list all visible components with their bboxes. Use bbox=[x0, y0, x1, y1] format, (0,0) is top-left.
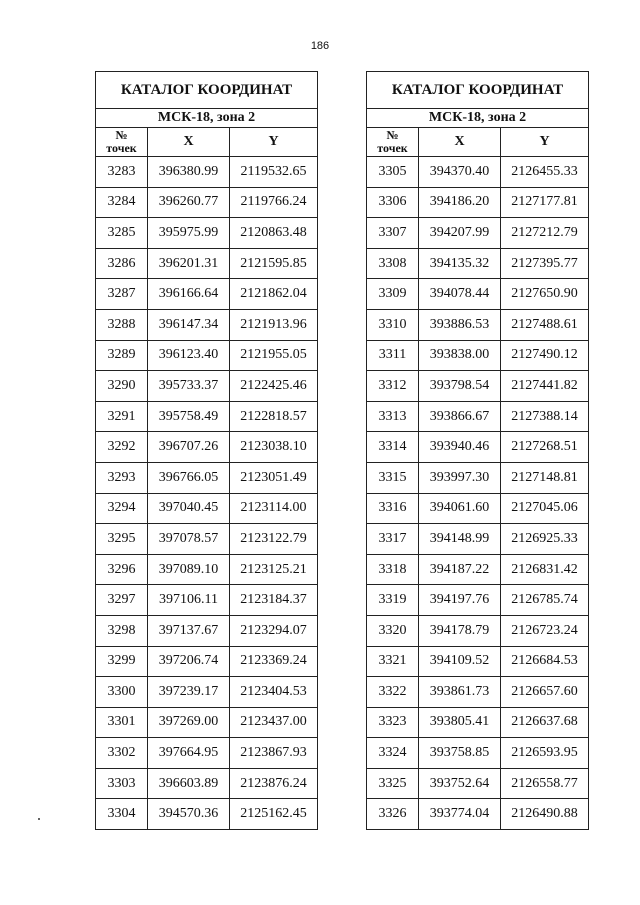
y-coordinate-cell: 2126455.33 bbox=[501, 157, 589, 188]
x-coordinate-cell: 396766.05 bbox=[148, 462, 230, 493]
y-coordinate-cell: 2127441.82 bbox=[501, 371, 589, 402]
point-number-cell: 3323 bbox=[367, 707, 419, 738]
point-number-cell: 3287 bbox=[96, 279, 148, 310]
y-coordinate-cell: 2123122.79 bbox=[230, 524, 318, 555]
y-coordinate-cell: 2123294.07 bbox=[230, 615, 318, 646]
table-row bbox=[96, 462, 318, 493]
table-row bbox=[96, 279, 318, 310]
table-row bbox=[367, 279, 589, 310]
point-number-cell: 3283 bbox=[96, 157, 148, 188]
table-row bbox=[96, 218, 318, 249]
x-coordinate-cell: 397137.67 bbox=[148, 615, 230, 646]
table-row bbox=[96, 432, 318, 463]
column-header-y: Y bbox=[230, 128, 318, 157]
x-coordinate-cell: 393940.46 bbox=[419, 432, 501, 463]
x-coordinate-cell: 397078.57 bbox=[148, 524, 230, 555]
column-header-x: X bbox=[148, 128, 230, 157]
y-coordinate-cell: 2123404.53 bbox=[230, 677, 318, 708]
table-row bbox=[96, 646, 318, 677]
x-coordinate-cell: 396380.99 bbox=[148, 157, 230, 188]
point-number-cell: 3308 bbox=[367, 248, 419, 279]
point-number-cell: 3320 bbox=[367, 615, 419, 646]
table-row bbox=[96, 615, 318, 646]
x-coordinate-cell: 396201.31 bbox=[148, 248, 230, 279]
point-number-cell: 3313 bbox=[367, 401, 419, 432]
table-row bbox=[367, 432, 589, 463]
y-coordinate-cell: 2123867.93 bbox=[230, 738, 318, 769]
y-coordinate-cell: 2127650.90 bbox=[501, 279, 589, 310]
table-row bbox=[367, 799, 589, 830]
x-coordinate-cell: 394570.36 bbox=[148, 799, 230, 830]
table-row bbox=[367, 401, 589, 432]
x-coordinate-cell: 393838.00 bbox=[419, 340, 501, 371]
point-number-cell: 3322 bbox=[367, 677, 419, 708]
x-coordinate-cell: 396603.89 bbox=[148, 768, 230, 799]
y-coordinate-cell: 2123051.49 bbox=[230, 462, 318, 493]
point-number-cell: 3304 bbox=[96, 799, 148, 830]
table-row bbox=[96, 340, 318, 371]
table-row bbox=[96, 493, 318, 524]
table-row bbox=[367, 768, 589, 799]
y-coordinate-cell: 2121595.85 bbox=[230, 248, 318, 279]
table-row bbox=[367, 309, 589, 340]
table-row bbox=[96, 524, 318, 555]
y-coordinate-cell: 2127212.79 bbox=[501, 218, 589, 249]
coordinate-catalog-table-1 bbox=[95, 71, 318, 830]
x-coordinate-cell: 395758.49 bbox=[148, 401, 230, 432]
point-number-cell: 3316 bbox=[367, 493, 419, 524]
table-row bbox=[96, 554, 318, 585]
x-coordinate-cell: 394187.22 bbox=[419, 554, 501, 585]
table-row bbox=[367, 646, 589, 677]
y-coordinate-cell: 2123125.21 bbox=[230, 554, 318, 585]
y-coordinate-cell: 2126785.74 bbox=[501, 585, 589, 616]
page-number: 186 bbox=[310, 40, 330, 52]
y-coordinate-cell: 2123369.24 bbox=[230, 646, 318, 677]
column-header-x: X bbox=[419, 128, 501, 157]
point-number-cell: 3286 bbox=[96, 248, 148, 279]
point-number-cell: 3307 bbox=[367, 218, 419, 249]
table-row bbox=[96, 371, 318, 402]
table-row bbox=[367, 157, 589, 188]
point-number-cell: 3311 bbox=[367, 340, 419, 371]
y-coordinate-cell: 2126831.42 bbox=[501, 554, 589, 585]
table-row bbox=[367, 615, 589, 646]
table-row bbox=[96, 799, 318, 830]
x-coordinate-cell: 396123.40 bbox=[148, 340, 230, 371]
table-row bbox=[96, 401, 318, 432]
scan-dot bbox=[38, 818, 40, 820]
point-number-cell: 3296 bbox=[96, 554, 148, 585]
table-row bbox=[367, 462, 589, 493]
point-number-cell: 3290 bbox=[96, 371, 148, 402]
point-number-cell: 3310 bbox=[367, 309, 419, 340]
table-row bbox=[367, 340, 589, 371]
x-coordinate-cell: 396147.34 bbox=[148, 309, 230, 340]
point-number-cell: 3289 bbox=[96, 340, 148, 371]
point-number-cell: 3300 bbox=[96, 677, 148, 708]
x-coordinate-cell: 393886.53 bbox=[419, 309, 501, 340]
point-number-cell: 3292 bbox=[96, 432, 148, 463]
point-number-cell: 3302 bbox=[96, 738, 148, 769]
y-coordinate-cell: 2127268.51 bbox=[501, 432, 589, 463]
coordinate-system-subtitle: МСК-18, зона 2 bbox=[96, 109, 318, 128]
x-coordinate-cell: 393798.54 bbox=[419, 371, 501, 402]
point-number-cell: 3321 bbox=[367, 646, 419, 677]
y-coordinate-cell: 2126684.53 bbox=[501, 646, 589, 677]
column-header-point-number: № точек bbox=[96, 128, 148, 157]
column-header-point-number: № точек bbox=[367, 128, 419, 157]
y-coordinate-cell: 2126593.95 bbox=[501, 738, 589, 769]
table-row bbox=[96, 768, 318, 799]
point-number-cell: 3318 bbox=[367, 554, 419, 585]
point-number-cell: 3319 bbox=[367, 585, 419, 616]
x-coordinate-cell: 397206.74 bbox=[148, 646, 230, 677]
coordinate-catalog-table-2 bbox=[366, 71, 589, 830]
x-coordinate-cell: 393758.85 bbox=[419, 738, 501, 769]
x-coordinate-cell: 393805.41 bbox=[419, 707, 501, 738]
y-coordinate-cell: 2127045.06 bbox=[501, 493, 589, 524]
table-row bbox=[367, 371, 589, 402]
catalog-title: КАТАЛОГ КООРДИНАТ bbox=[367, 72, 589, 109]
x-coordinate-cell: 394135.32 bbox=[419, 248, 501, 279]
point-number-cell: 3299 bbox=[96, 646, 148, 677]
point-number-cell: 3312 bbox=[367, 371, 419, 402]
x-coordinate-cell: 397106.11 bbox=[148, 585, 230, 616]
x-coordinate-cell: 393774.04 bbox=[419, 799, 501, 830]
point-number-cell: 3309 bbox=[367, 279, 419, 310]
y-coordinate-cell: 2126637.68 bbox=[501, 707, 589, 738]
table-row bbox=[367, 554, 589, 585]
point-number-cell: 3317 bbox=[367, 524, 419, 555]
x-coordinate-cell: 394207.99 bbox=[419, 218, 501, 249]
y-coordinate-cell: 2120863.48 bbox=[230, 218, 318, 249]
y-coordinate-cell: 2121862.04 bbox=[230, 279, 318, 310]
table-row bbox=[367, 248, 589, 279]
x-coordinate-cell: 394178.79 bbox=[419, 615, 501, 646]
coordinate-system-subtitle: МСК-18, зона 2 bbox=[367, 109, 589, 128]
x-coordinate-cell: 394370.40 bbox=[419, 157, 501, 188]
y-coordinate-cell: 2123114.00 bbox=[230, 493, 318, 524]
catalog-title: КАТАЛОГ КООРДИНАТ bbox=[96, 72, 318, 109]
y-coordinate-cell: 2125162.45 bbox=[230, 799, 318, 830]
y-coordinate-cell: 2127490.12 bbox=[501, 340, 589, 371]
point-number-cell: 3324 bbox=[367, 738, 419, 769]
y-coordinate-cell: 2122818.57 bbox=[230, 401, 318, 432]
x-coordinate-cell: 393866.67 bbox=[419, 401, 501, 432]
y-coordinate-cell: 2126657.60 bbox=[501, 677, 589, 708]
x-coordinate-cell: 396260.77 bbox=[148, 187, 230, 218]
x-coordinate-cell: 394148.99 bbox=[419, 524, 501, 555]
table-row bbox=[96, 248, 318, 279]
column-header-y: Y bbox=[501, 128, 589, 157]
y-coordinate-cell: 2126925.33 bbox=[501, 524, 589, 555]
point-number-cell: 3295 bbox=[96, 524, 148, 555]
point-number-cell: 3306 bbox=[367, 187, 419, 218]
table-row bbox=[96, 157, 318, 188]
x-coordinate-cell: 397239.17 bbox=[148, 677, 230, 708]
table-row bbox=[96, 187, 318, 218]
x-coordinate-cell: 394186.20 bbox=[419, 187, 501, 218]
point-number-cell: 3285 bbox=[96, 218, 148, 249]
point-number-cell: 3325 bbox=[367, 768, 419, 799]
x-coordinate-cell: 397269.00 bbox=[148, 707, 230, 738]
x-coordinate-cell: 395733.37 bbox=[148, 371, 230, 402]
table-row bbox=[367, 707, 589, 738]
y-coordinate-cell: 2126490.88 bbox=[501, 799, 589, 830]
y-coordinate-cell: 2121955.05 bbox=[230, 340, 318, 371]
point-number-cell: 3314 bbox=[367, 432, 419, 463]
y-coordinate-cell: 2123184.37 bbox=[230, 585, 318, 616]
y-coordinate-cell: 2119532.65 bbox=[230, 157, 318, 188]
table-row bbox=[367, 524, 589, 555]
point-number-cell: 3315 bbox=[367, 462, 419, 493]
point-number-cell: 3297 bbox=[96, 585, 148, 616]
table-row bbox=[367, 677, 589, 708]
x-coordinate-cell: 394109.52 bbox=[419, 646, 501, 677]
table-row bbox=[96, 738, 318, 769]
x-coordinate-cell: 396707.26 bbox=[148, 432, 230, 463]
x-coordinate-cell: 396166.64 bbox=[148, 279, 230, 310]
table-row bbox=[96, 707, 318, 738]
point-number-cell: 3301 bbox=[96, 707, 148, 738]
x-coordinate-cell: 397664.95 bbox=[148, 738, 230, 769]
y-coordinate-cell: 2123876.24 bbox=[230, 768, 318, 799]
x-coordinate-cell: 397040.45 bbox=[148, 493, 230, 524]
table-row bbox=[367, 218, 589, 249]
y-coordinate-cell: 2123437.00 bbox=[230, 707, 318, 738]
point-number-cell: 3288 bbox=[96, 309, 148, 340]
x-coordinate-cell: 394078.44 bbox=[419, 279, 501, 310]
point-number-cell: 3294 bbox=[96, 493, 148, 524]
point-number-cell: 3305 bbox=[367, 157, 419, 188]
point-number-cell: 3326 bbox=[367, 799, 419, 830]
table-row bbox=[367, 493, 589, 524]
x-coordinate-cell: 394197.76 bbox=[419, 585, 501, 616]
y-coordinate-cell: 2127388.14 bbox=[501, 401, 589, 432]
table-row bbox=[367, 738, 589, 769]
table-row bbox=[96, 677, 318, 708]
y-coordinate-cell: 2123038.10 bbox=[230, 432, 318, 463]
y-coordinate-cell: 2127395.77 bbox=[501, 248, 589, 279]
y-coordinate-cell: 2119766.24 bbox=[230, 187, 318, 218]
y-coordinate-cell: 2127488.61 bbox=[501, 309, 589, 340]
y-coordinate-cell: 2126558.77 bbox=[501, 768, 589, 799]
x-coordinate-cell: 397089.10 bbox=[148, 554, 230, 585]
x-coordinate-cell: 395975.99 bbox=[148, 218, 230, 249]
y-coordinate-cell: 2127177.81 bbox=[501, 187, 589, 218]
x-coordinate-cell: 394061.60 bbox=[419, 493, 501, 524]
point-number-cell: 3293 bbox=[96, 462, 148, 493]
point-number-cell: 3298 bbox=[96, 615, 148, 646]
table-row bbox=[367, 187, 589, 218]
table-row bbox=[367, 585, 589, 616]
x-coordinate-cell: 393997.30 bbox=[419, 462, 501, 493]
y-coordinate-cell: 2121913.96 bbox=[230, 309, 318, 340]
table-row bbox=[96, 309, 318, 340]
x-coordinate-cell: 393861.73 bbox=[419, 677, 501, 708]
point-number-cell: 3284 bbox=[96, 187, 148, 218]
y-coordinate-cell: 2122425.46 bbox=[230, 371, 318, 402]
point-number-cell: 3291 bbox=[96, 401, 148, 432]
x-coordinate-cell: 393752.64 bbox=[419, 768, 501, 799]
y-coordinate-cell: 2126723.24 bbox=[501, 615, 589, 646]
y-coordinate-cell: 2127148.81 bbox=[501, 462, 589, 493]
point-number-cell: 3303 bbox=[96, 768, 148, 799]
table-row bbox=[96, 585, 318, 616]
